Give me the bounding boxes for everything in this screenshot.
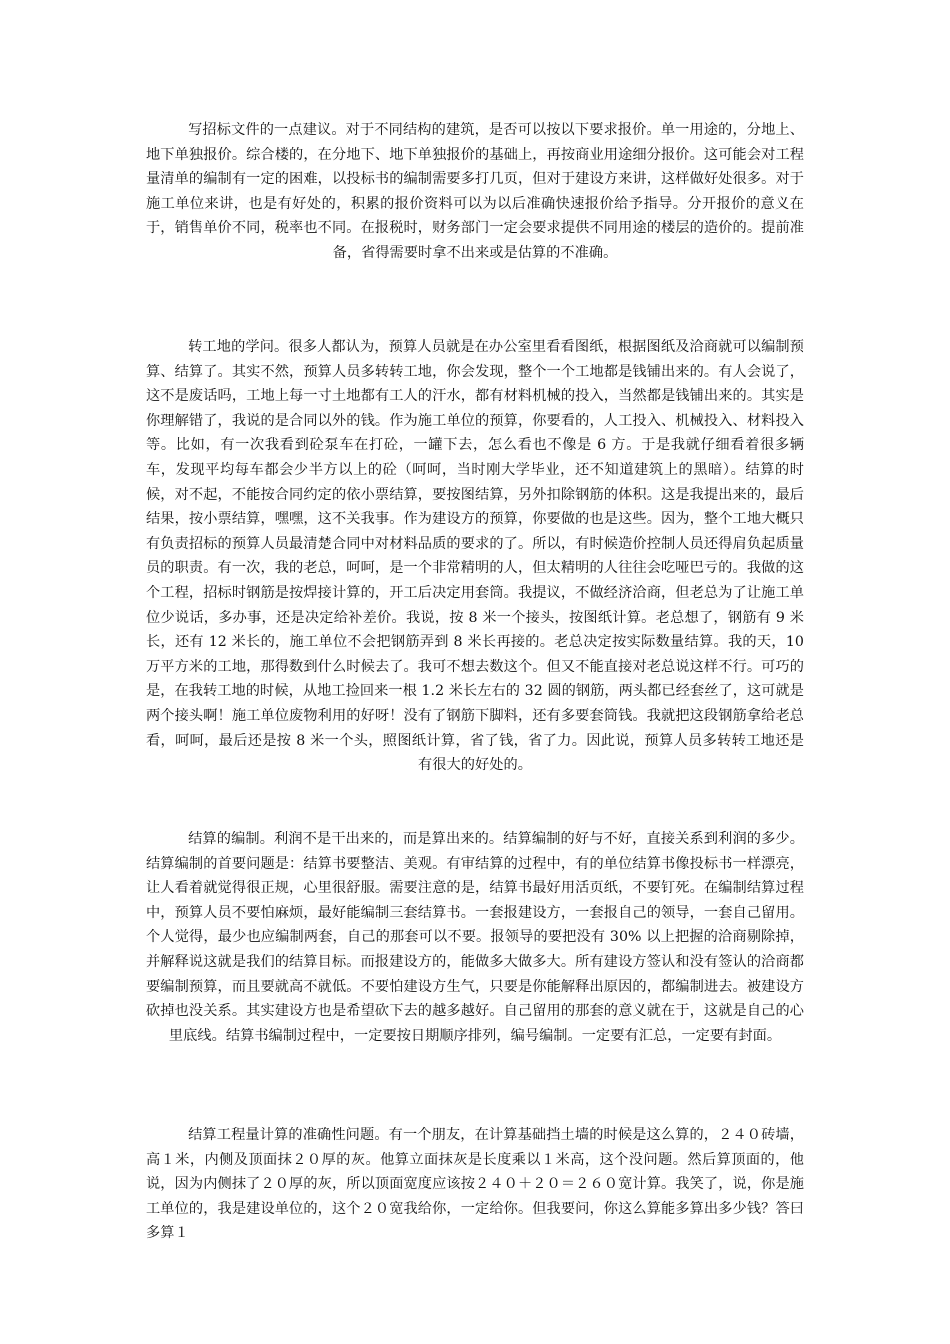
paragraph-visiting-sites (146, 335, 804, 778)
paragraph-text: 写招标文件的一点建议。对于不同结构的建筑，是否可以按以下要求报价。单一用途的，分地上、地下单独报价。综合楼的，在分地下、地下单独报价的基础上，再按商业用途细分报价。这可能会对工程量清单的编制有一定的困难，以投标书的编制需要多打几页，但对于建设方来讲，这样做好处很多。对于施工单位来讲，也是有好处的，积累的报价资料可以为以后准确快速报价给予指导。分开报价的意义在于，销售单价不同，税率也不同。在报税时，财务部门一定会要求提供不同用途的楼层的造价的。提前准备，省得需要时拿不出来或是估算的不准确。 (146, 122, 804, 261)
paragraph-quantity-accuracy (146, 1123, 804, 1246)
paragraph-text: 结算的编制。利润不是干出来的，而是算出来的。结算编制的好与不好，直接关系到利润的多少。结算编制的首要问题是：结算书要整洁、美观。有审结算的过程中，有的单位结算书像投标书一样漂亮，让人看着就觉得很正规，心里很舒服。需要注意的是，结算书最好用活页纸，不要钉死。在编制结算过程中，预算人员不要怕麻烦，最好能编制三套结算书。一套报建设方，一套报自己的领导，一套自己留用。个人觉得，最少也应编制两套，自己的那套可以不要。报领导的要把没有 30% 以上把握的洽商剔除掉，并解释说这就是我们的结算目标。而报建设方的，能做多大做多大。所有建设方签认和没有签认的洽商都要编制预算，而且要就高不就低。不要怕建设方生气，只要是你能解释出原因的，都编制进去。被建设方砍掉也没关系。其实建设方也是希望砍下去的越多越好。自己留用的那套的意义就在于，这就是自己的心里底线。结算书编制过程中，一定要按日期顺序排列，编号编制。一定要有汇总，一定要有封面。 (146, 831, 804, 1044)
paragraph-bid-document-advice (146, 118, 804, 266)
paragraph-text: 结算工程量计算的准确性问题。有一个朋友，在计算基础挡土墙的时候是这么算的，２４０砖墙，高１米，内侧及顶面抹２０厚的灰。他算立面抹灰是长度乘以１米高，这个没问题。然后算顶面的，他说，因为内侧抹了２０厚的灰，所以顶面宽度应该按２４０＋２０＝２６０宽计算。我笑了，说，你是施工单位的，我是建设单位的，这个２０宽我给你，一定给你。但我要问，你这么算能多算出多少钱？答曰多算１ (146, 1127, 804, 1242)
paragraph-settlement-preparation (146, 827, 804, 1048)
paragraph-text: 转工地的学问。很多人都认为，预算人员就是在办公室里看看图纸，根据图纸及洽商就可以编制预算、结算了。其实不然，预算人员多转转工地，你会发现，整个一个工地都是钱铺出来的。有人会说了，这不是废话吗，工地上每一寸土地都有工人的汗水，都有材料机械的投入，当然都是钱铺出来的。其实是你理解错了，我说的是合同以外的钱。作为施工单位的预算，你要看的，人工投入、机械投入、材料投入等。比如，有一次我看到砼泵车在打砼，一罐下去，怎么看也不像是 6 方。于是我就仔细看着很多辆车，发现平均每车都会少半方以上的砼（呵呵，当时刚大学毕业，还不知道建筑上的黑暗）。结算的时候，对不起，不能按合同约定的依小票结算，要按图结算，另外扣除钢筋的体积。这是我提出来的，最后结果，按小票结算，嘿嘿，这不关我事。作为建设方的预算，你要做的也是这些。因为，整个工地大概只有负责招标的预算人员最清楚合同中对材料品质的要求的了。所以，有时候造价控制人员还得肩负起质量员的职责。有一次，我的老总，呵呵，是一个非常精明的人，但太精明的人往往会吃哑巴亏的。我做的这个工程，招标时钢筋是按焊接计算的，开工后决定用套筒。我提议，不做经济洽商，但老总为了让施工单位少说话，多办事，还是决定给补差价。我说，按 8 米一个接头，按图纸计算。老总想了，钢筋有 9 米长，还有 12 米长的，施工单位不会把钢筋弄到 8 米长再接的。老总决定按实际数量结算。我的天，10 万平方米的工地，那得数到什么时候去了。我可不想去数这个。但又不能直接对老总说这样不行。可巧的是，在我转工地的时候，从地工捡回来一根 1.2 米长左右的 32 圆的钢筋，两头都已经套丝了，这可就是两个接头啊！施工单位废物利用的好呀！没有了钢筋下脚料，还有多要套筒钱。我就把这段钢筋拿给老总看，呵呵，最后还是按 8 米一个头，照图纸计算，省了钱，省了力。因此说，预算人员多转转工地还是有很大的好处的。 (146, 339, 804, 774)
